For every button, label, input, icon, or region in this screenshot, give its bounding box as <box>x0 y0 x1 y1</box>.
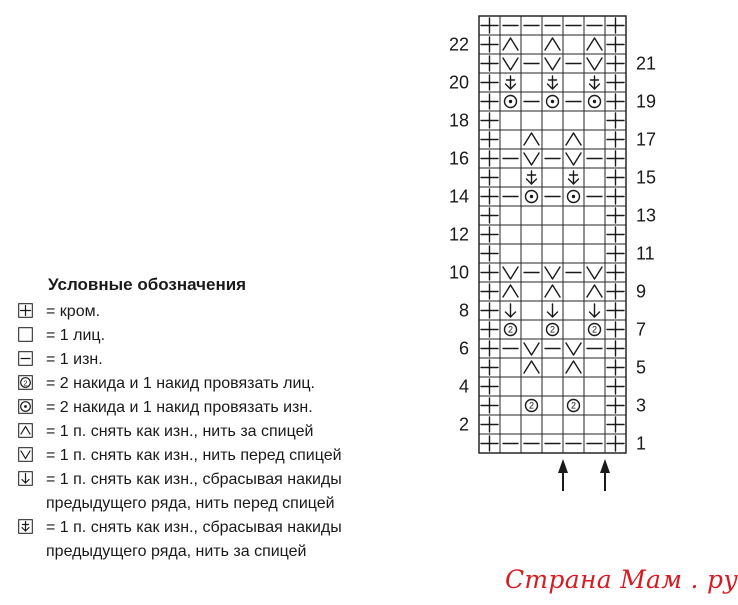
chart-cell-slip-wyib <box>545 38 560 50</box>
row-number-left: 22 <box>448 34 469 55</box>
chart-cell-edge <box>481 284 498 299</box>
chart-cell-double-yo-knit <box>526 400 538 412</box>
chart-cell-edge <box>607 417 624 432</box>
chart-cell-edge <box>481 151 498 166</box>
chart-cell-arrow-down-bar <box>506 76 516 89</box>
chart-cell-slip-wyib <box>587 285 602 297</box>
legend-symbol-arrow-down-icon <box>18 471 33 486</box>
chart-cell-edge <box>607 227 624 242</box>
svg-text:2: 2 <box>570 400 577 411</box>
chart-cell-slip-wyib <box>524 133 539 145</box>
row-number-left: 18 <box>448 110 469 131</box>
row-number-right: 5 <box>636 357 647 378</box>
chart-cell-edge <box>607 18 624 33</box>
chart-cell-edge <box>481 341 498 356</box>
chart-cell-edge <box>481 246 498 261</box>
row-number-left: 2 <box>458 414 469 435</box>
row-number-left: 14 <box>448 186 469 207</box>
legend-symbol-slip-wyib-icon <box>18 423 33 438</box>
chart-cell-edge <box>607 360 624 375</box>
row-number-right: 11 <box>636 243 655 264</box>
chart-cell-edge <box>607 208 624 223</box>
chart-cell-edge <box>607 341 624 356</box>
legend-symbol-edge-icon <box>18 303 33 318</box>
chart-cell-slip-wyib <box>545 285 560 297</box>
legend-title: Условные обозначения <box>48 275 247 294</box>
legend-symbol-knit-icon <box>18 327 33 342</box>
chart-cell-edge <box>607 436 624 451</box>
chart-cell-double-yo-purl <box>505 96 517 108</box>
row-number-right: 1 <box>636 433 647 454</box>
chart-cell-edge <box>481 417 498 432</box>
chart-cell-slip-wyif <box>587 267 602 279</box>
chart-cell-edge <box>607 56 624 71</box>
chart-cell-slip-wyib <box>566 361 581 373</box>
chart-cell-edge <box>607 170 624 185</box>
chart-cell-edge <box>481 227 498 242</box>
chart-cell-slip-wyif <box>503 58 518 70</box>
row-number-right: 17 <box>636 129 657 150</box>
chart-cell-edge <box>481 75 498 90</box>
chart-cell-slip-wyib <box>503 38 518 50</box>
chart-cell-edge <box>607 398 624 413</box>
watermark-logo: Страна Мам . ру <box>505 565 738 594</box>
chart-cell-edge <box>481 18 498 33</box>
repeat-arrow-icon <box>600 459 610 491</box>
chart-cell-edge <box>607 94 624 109</box>
row-number-right: 3 <box>636 395 647 416</box>
row-number-left: 10 <box>448 262 469 283</box>
chart-cell-edge <box>481 360 498 375</box>
row-number-right: 9 <box>636 281 647 302</box>
chart-cell-edge <box>607 151 624 166</box>
chart-cell-arrow-down-bar <box>590 76 600 89</box>
legend-item-text: = кром. <box>46 303 101 320</box>
legend-item-text: = 2 накида и 1 накид провязать изн. <box>46 399 313 416</box>
chart-cell-double-yo-purl <box>589 96 601 108</box>
chart-cell-slip-wyib <box>503 285 518 297</box>
chart-cell-slip-wyif <box>566 153 581 165</box>
svg-text:2: 2 <box>528 400 535 411</box>
row-number-left: 8 <box>458 300 469 321</box>
chart-cell-slip-wyif <box>566 343 581 355</box>
legend-item-text: = 1 п. снять как изн., сбрасывая накиды <box>46 519 342 536</box>
chart-cell-arrow-down-bar <box>527 171 537 184</box>
repeat-arrow-icon <box>558 459 568 491</box>
chart-cell-double-yo-knit <box>568 400 580 412</box>
legend-symbol-double-yo-purl-icon <box>18 399 33 414</box>
chart-cell-slip-wyib <box>587 38 602 50</box>
chart-cell-slip-wyib <box>524 361 539 373</box>
chart-cell-edge <box>607 75 624 90</box>
row-number-right: 7 <box>636 319 647 340</box>
chart-cell-double-yo-purl <box>526 191 538 203</box>
chart-cell-slip-wyif <box>587 58 602 70</box>
chart-cell-edge <box>481 170 498 185</box>
chart-cell-edge <box>481 208 498 223</box>
chart-cell-edge <box>481 132 498 147</box>
row-number-left: 4 <box>458 376 469 397</box>
chart-cell-arrow-down-bar <box>548 76 558 89</box>
chart-cell-edge <box>607 132 624 147</box>
chart-cell-edge <box>481 265 498 280</box>
chart-cell-edge <box>481 322 498 337</box>
chart-cell-slip-wyib <box>566 133 581 145</box>
legend-item-text: = 1 лиц. <box>46 327 106 344</box>
legend-symbol-arrow-down-bar-icon <box>18 519 33 534</box>
svg-text:2: 2 <box>591 324 598 335</box>
chart-cell-slip-wyif <box>524 153 539 165</box>
row-number-right: 15 <box>636 167 657 188</box>
chart-cell-edge <box>481 56 498 71</box>
svg-text:2: 2 <box>507 324 514 335</box>
legend-item-text: = 1 п. снять как изн., сбрасывая накиды <box>46 471 342 488</box>
row-number-left: 20 <box>448 72 469 93</box>
legend-item-text: предыдущего ряда, нить перед спицей <box>46 495 335 512</box>
legend-symbol-purl-icon <box>18 351 33 366</box>
legend-symbol-slip-wyif-icon <box>18 447 33 462</box>
chart-cell-edge <box>481 113 498 128</box>
chart-cell-edge <box>481 37 498 52</box>
chart-cell-edge <box>607 265 624 280</box>
legend-item-text: = 1 п. снять как изн., нить перед спицей <box>46 447 342 464</box>
chart-cell-edge <box>607 284 624 299</box>
chart-cell-edge <box>481 94 498 109</box>
legend-symbol-double-yo-knit-icon <box>18 375 33 390</box>
chart-cell-edge <box>607 189 624 204</box>
chart-cell-double-yo-knit <box>547 324 559 336</box>
chart-cell-double-yo-purl <box>568 191 580 203</box>
chart-cell-arrow-down <box>590 304 600 317</box>
chart-cell-slip-wyif <box>524 343 539 355</box>
chart-cell-edge <box>607 303 624 318</box>
chart-cell-arrow-down <box>506 304 516 317</box>
chart-cell-edge <box>607 37 624 52</box>
row-number-left: 6 <box>458 338 469 359</box>
legend-item-text: = 2 накида и 1 накид провязать лиц. <box>46 375 315 392</box>
legend-item-text: = 1 п. снять как изн., нить за спицей <box>46 423 314 440</box>
chart-cell-edge <box>481 436 498 451</box>
row-number-right: 13 <box>636 205 657 226</box>
legend-item-text: = 1 изн. <box>46 351 103 368</box>
chart-cell-arrow-down <box>548 304 558 317</box>
chart-cell-double-yo-purl <box>547 96 559 108</box>
legend-item-text: предыдущего ряда, нить за спицей <box>46 543 307 560</box>
row-number-right: 19 <box>636 91 657 112</box>
chart-cell-slip-wyif <box>503 267 518 279</box>
chart-cell-slip-wyif <box>545 58 560 70</box>
chart-cell-edge <box>607 379 624 394</box>
chart-cell-edge <box>607 246 624 261</box>
chart-cell-edge <box>481 379 498 394</box>
chart-cell-edge <box>607 113 624 128</box>
chart-cell-double-yo-knit <box>505 324 517 336</box>
row-number-left: 12 <box>448 224 469 245</box>
chart-cell-double-yo-knit <box>589 324 601 336</box>
chart-cell-slip-wyif <box>545 267 560 279</box>
chart-cell-edge <box>481 303 498 318</box>
svg-text:2: 2 <box>23 378 28 388</box>
row-number-left: 16 <box>448 148 469 169</box>
svg-text:2: 2 <box>549 324 556 335</box>
row-number-right: 21 <box>636 53 657 74</box>
chart-cell-edge <box>481 398 498 413</box>
chart-cell-edge <box>481 189 498 204</box>
chart-cell-edge <box>607 322 624 337</box>
chart-cell-arrow-down-bar <box>569 171 579 184</box>
